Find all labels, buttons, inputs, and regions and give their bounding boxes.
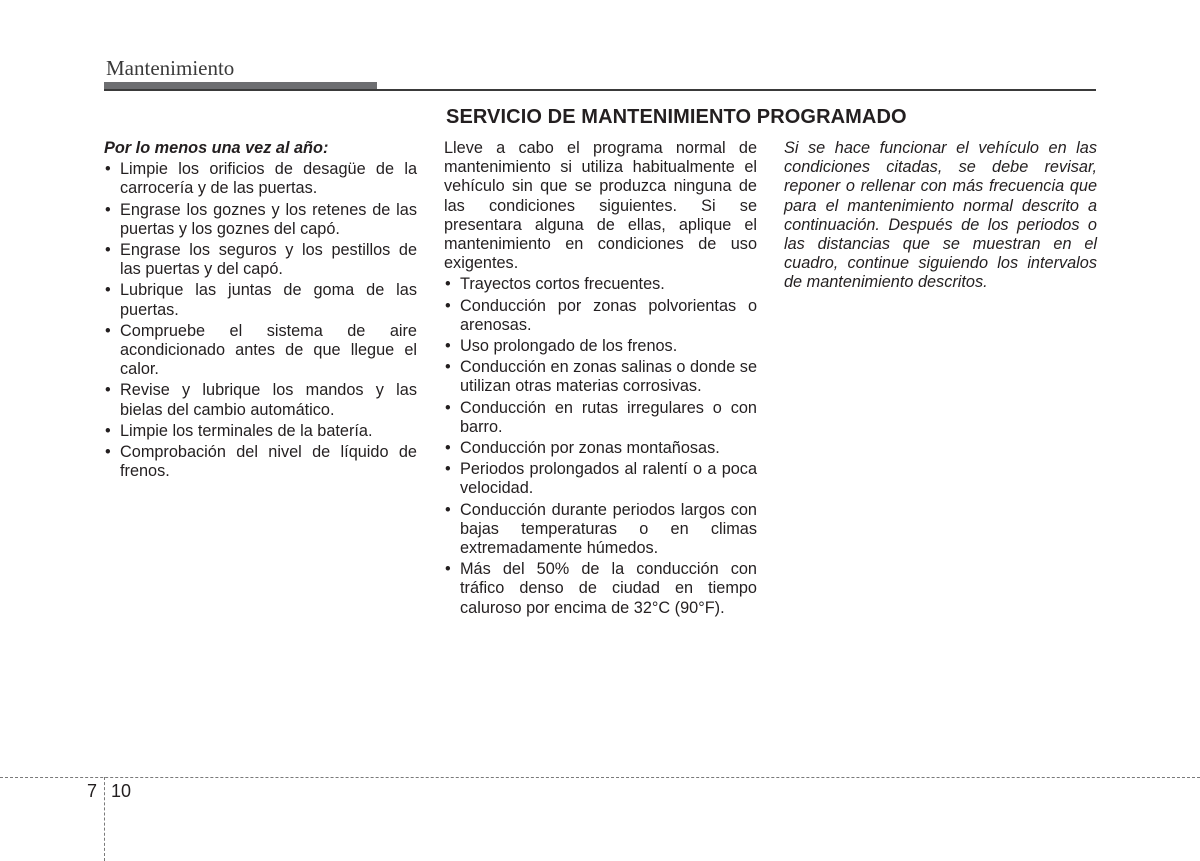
list-item: • Conducción por zonas montañosas.	[444, 439, 757, 458]
list-item: • Conducción por zonas polvorientas o arenosas.	[444, 297, 757, 335]
list-item: • Más del 50% de la conducción con tráfico denso de ciudad en tiempo caluroso por encima de 32°C (90°F).	[444, 560, 757, 618]
list-item: • Engrase los goznes y los retenes de las puertas y los goznes del capó.	[104, 201, 417, 239]
list-item: • Revise y lubrique los mandos y las bielas del cambio automático.	[104, 381, 417, 419]
footer-vertical-divider	[104, 777, 105, 861]
chapter-number: 7	[87, 781, 98, 801]
column-annual-tasks	[104, 139, 417, 483]
conditions-intro: Lleve a cabo el programa normal de mantenimiento si utiliza habitualmente el vehículo sin que se produzca ninguna de las condiciones siguientes. Si se presentara alguna de ellas, aplique el mantenimiento en condiciones de uso exigentes.	[444, 139, 757, 273]
header-rule	[104, 89, 1096, 91]
column-conditions	[444, 139, 757, 620]
list-item: • Comprobación del nivel de líquido de frenos.	[104, 443, 417, 481]
list-item: • Conducción en rutas irregulares o con barro.	[444, 399, 757, 437]
running-header-title: Mantenimiento	[106, 56, 235, 80]
conditions-list	[444, 275, 757, 617]
section-title: SERVICIO DE MANTENIMIENTO PROGRAMADO	[446, 106, 907, 128]
list-item: • Limpie los terminales de la batería.	[104, 422, 417, 441]
annual-subheading: Por lo menos una vez al año:	[104, 139, 329, 157]
footer-divider	[0, 777, 1200, 778]
list-item: • Periodos prolongados al ralentí o a poca velocidad.	[444, 460, 757, 498]
maintenance-note: Si se hace funcionar el vehículo en las condiciones citadas, se debe revisar, reponer o rellenar con más frecuencia que para el mantenimiento normal descrito a continuación. Después de los periodos o las distancias que se muestran en el cuadro, continue siguiendo los intervalos de mantenimiento descritos.	[784, 139, 1097, 292]
annual-task-list	[104, 160, 417, 481]
column-note	[784, 139, 1097, 293]
list-item: • Uso prolongado de los frenos.	[444, 337, 757, 356]
page-number: 10	[111, 781, 132, 801]
list-item: • Conducción en zonas salinas o donde se utilizan otras materias corrosivas.	[444, 358, 757, 396]
list-item: • Trayectos cortos frecuentes.	[444, 275, 757, 294]
list-item: • Compruebe el sistema de aire acondicionado antes de que llegue el calor.	[104, 322, 417, 380]
list-item: • Engrase los seguros y los pestillos de las puertas y del capó.	[104, 241, 417, 279]
list-item: • Conducción durante periodos largos con bajas temperaturas o en climas extremadamente húmedos.	[444, 501, 757, 559]
list-item: • Limpie los orificios de desagüe de la carrocería y de las puertas.	[104, 160, 417, 198]
list-item: • Lubrique las juntas de goma de las puertas.	[104, 281, 417, 319]
